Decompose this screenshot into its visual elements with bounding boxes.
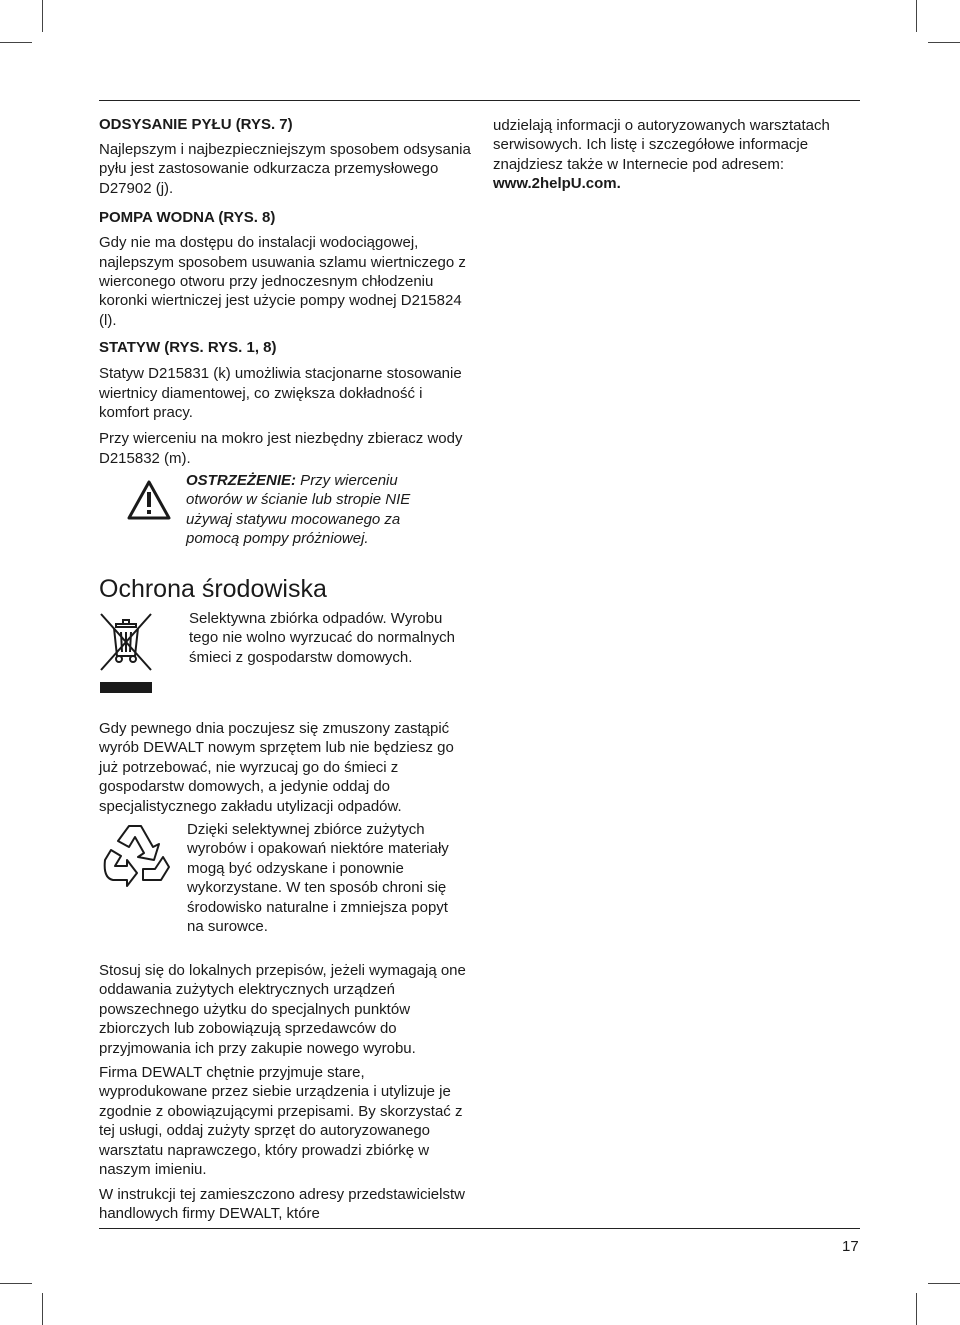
env-para-2: Stosuj się do lokalnych przepisów, jeżeli wymagają one oddawania zużytych elektrycznych urządzeń powszechnego użytku do specjalnych punktów zbiorczych lub zobowiązują sprzedawców do przyjmowania ich przy zakupie nowego wyrobu. — [99, 962, 466, 1057]
env-para-1: Gdy pewnego dnia poczujesz się zmuszony zastąpić wyrób DEWALT nowym sprzętem lub nie będziesz go już potrzebować, nie wyrzucaj go do śmieci z gospodarstw domowych, a jedynie oddaj do specjalistycznego zakładu utylizacji odpadów. — [99, 720, 454, 815]
stand-text: Statyw D215831 (k) umożliwia stacjonarne stosowanie wiertnicy diamentowej, co zwiększa dokładność i komfort pracy. — [99, 365, 462, 422]
crop-mark-top-left-h — [0, 42, 32, 43]
dust-text: Najlepszym i najbezpieczniejszym sposobem odsysania pyłu jest zastosowanie odkurzacza przemysłowego D27902 (j). — [99, 141, 471, 197]
footer-rule — [99, 1228, 860, 1229]
crop-mark-bottom-right-v — [916, 1293, 917, 1325]
recycle-icon — [99, 820, 171, 892]
crop-mark-bottom-left-v — [42, 1293, 43, 1325]
crossed-bin-icon — [99, 612, 153, 694]
warning-triangle-icon — [127, 480, 171, 520]
env-para-3: Firma DEWALT chętnie przyjmuje stare, wyprodukowane przez siebie urządzenia i utylizuje je zgodnie z obowiązującymi przepisami. By skorzystać z tej usługi, oddaj zużyty sprzęt do autoryzowanego warsztatu naprawczego, który prowadzi zbiórkę w naszym imieniu. — [99, 1064, 463, 1179]
crop-mark-top-right-h — [928, 42, 960, 43]
crop-mark-top-left-v — [42, 0, 43, 32]
service-url[interactable]: www.2helpU.com. — [493, 175, 621, 193]
crop-mark-bottom-right-h — [928, 1283, 960, 1284]
wet-text: Przy wierceniu na mokro jest niezbędny zbieracz wody D215832 (m). — [99, 430, 463, 467]
warning-label: OSTRZEŻENIE: — [186, 472, 297, 489]
warning-block — [186, 471, 451, 549]
warning-text: Przy wierceniu otworów w ścianie lub stropie NIE używaj statywu mocowanego za pomocą pompy próżniowej. — [186, 472, 411, 548]
pump-text: Gdy nie ma dostępu do instalacji wodociągowej, najlepszym sposobem usuwania szlamu wiertniczego z wierconego otworu przy jednoczesnym chłodzeniu koronki wiertniczej jest użycie pompy wodnej D215824 (l). — [99, 234, 466, 329]
section-title: Ochrona środowiska — [99, 575, 327, 603]
dust-heading: ODSYSANIE PYŁU (RYS. 7) — [99, 116, 293, 133]
pump-heading: POMPA WODNA (RYS. 8) — [99, 209, 276, 227]
right-text: udzielają informacji o autoryzowanych warsztatach serwisowych. Ich listę i szczegółowe informacje znajdziesz także w Internecie pod adresem: — [493, 117, 830, 173]
stand-heading: STATYW (RYS. RYS. 1, 8) — [99, 339, 277, 357]
left-column — [99, 115, 474, 468]
bin-text: Selektywna zbiórka odpadów. Wyrobu tego nie wolno wyrzucać do normalnych śmieci z gospodarstw domowych. — [189, 610, 455, 666]
crop-mark-bottom-left-h — [0, 1283, 32, 1284]
header-rule — [99, 100, 860, 101]
recycle-text: Dzięki selektywnej zbiórce zużytych wyrobów i opakowań niektóre materiały mogą być odzyskane i ponownie wykorzystane. W ten sposób chroni się środowisko naturalne i zmniejsza popyt na surowce. — [187, 821, 449, 936]
crop-mark-top-right-v — [916, 0, 917, 32]
page-number: 17 — [842, 1238, 859, 1255]
right-column — [493, 116, 863, 194]
env-para-4: W instrukcji tej zamieszczono adresy przedstawicielstw handlowych firmy DEWALT, które — [99, 1186, 465, 1223]
